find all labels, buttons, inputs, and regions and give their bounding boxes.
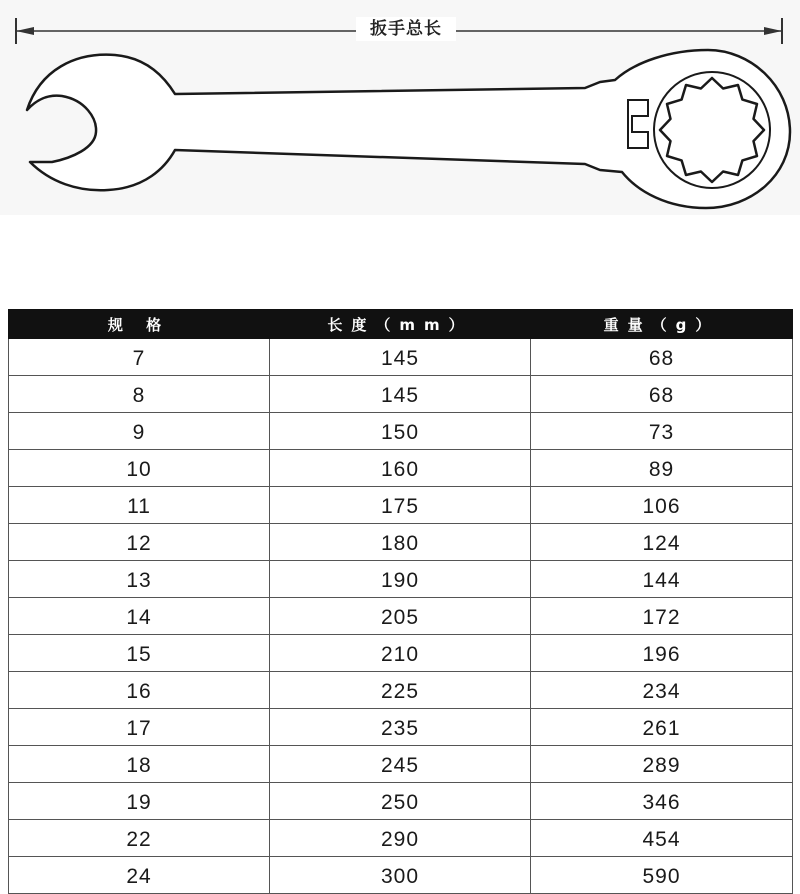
- cell-length: 160: [270, 450, 531, 487]
- cell-weight: 346: [531, 783, 793, 820]
- table-row: [9, 376, 793, 413]
- cell-size: 18: [9, 746, 270, 783]
- cell-size: 19: [9, 783, 270, 820]
- table-row: [9, 524, 793, 561]
- cell-size: 24: [9, 857, 270, 894]
- cell-size: 8: [9, 376, 270, 413]
- cell-weight: 68: [531, 376, 793, 413]
- table-row: [9, 598, 793, 635]
- header-weight: 重量（g）: [531, 309, 793, 339]
- dimension-arrow-left: [16, 27, 34, 35]
- cell-size: 10: [9, 450, 270, 487]
- cell-length: 205: [270, 598, 531, 635]
- cell-size: 7: [9, 339, 270, 376]
- table-row: [9, 635, 793, 672]
- cell-weight: 144: [531, 561, 793, 598]
- table-header-row: [9, 309, 793, 339]
- spec-table: [8, 309, 793, 894]
- header-size: 规 格: [9, 309, 270, 339]
- cell-length: 150: [270, 413, 531, 450]
- cell-size: 11: [9, 487, 270, 524]
- cell-weight: 106: [531, 487, 793, 524]
- cell-length: 250: [270, 783, 531, 820]
- table-row: [9, 450, 793, 487]
- cell-size: 9: [9, 413, 270, 450]
- cell-weight: 289: [531, 746, 793, 783]
- cell-length: 245: [270, 746, 531, 783]
- total-length-label: 扳手总长: [356, 17, 456, 41]
- cell-length: 190: [270, 561, 531, 598]
- cell-size: 12: [9, 524, 270, 561]
- cell-size: 22: [9, 820, 270, 857]
- cell-length: 175: [270, 487, 531, 524]
- header-length: 长度（mm）: [270, 309, 531, 339]
- cell-weight: 590: [531, 857, 793, 894]
- cell-size: 14: [9, 598, 270, 635]
- wrench-diagram: [0, 0, 800, 215]
- cell-weight: 68: [531, 339, 793, 376]
- table-row: [9, 709, 793, 746]
- table-row: [9, 672, 793, 709]
- cell-length: 300: [270, 857, 531, 894]
- cell-length: 235: [270, 709, 531, 746]
- dimension-arrow-right: [764, 27, 782, 35]
- cell-weight: 73: [531, 413, 793, 450]
- table-row: [9, 487, 793, 524]
- cell-length: 145: [270, 376, 531, 413]
- cell-weight: 196: [531, 635, 793, 672]
- table-row: [9, 746, 793, 783]
- cell-length: 225: [270, 672, 531, 709]
- cell-length: 145: [270, 339, 531, 376]
- cell-weight: 261: [531, 709, 793, 746]
- cell-size: 17: [9, 709, 270, 746]
- table-row: [9, 339, 793, 376]
- table-row: [9, 783, 793, 820]
- table-row: [9, 820, 793, 857]
- cell-length: 210: [270, 635, 531, 672]
- cell-weight: 89: [531, 450, 793, 487]
- cell-weight: 172: [531, 598, 793, 635]
- table-row: [9, 561, 793, 598]
- cell-weight: 234: [531, 672, 793, 709]
- table-row: [9, 413, 793, 450]
- cell-length: 290: [270, 820, 531, 857]
- cell-size: 15: [9, 635, 270, 672]
- cell-weight: 124: [531, 524, 793, 561]
- cell-size: 13: [9, 561, 270, 598]
- cell-length: 180: [270, 524, 531, 561]
- table-row: [9, 857, 793, 894]
- cell-size: 16: [9, 672, 270, 709]
- cell-weight: 454: [531, 820, 793, 857]
